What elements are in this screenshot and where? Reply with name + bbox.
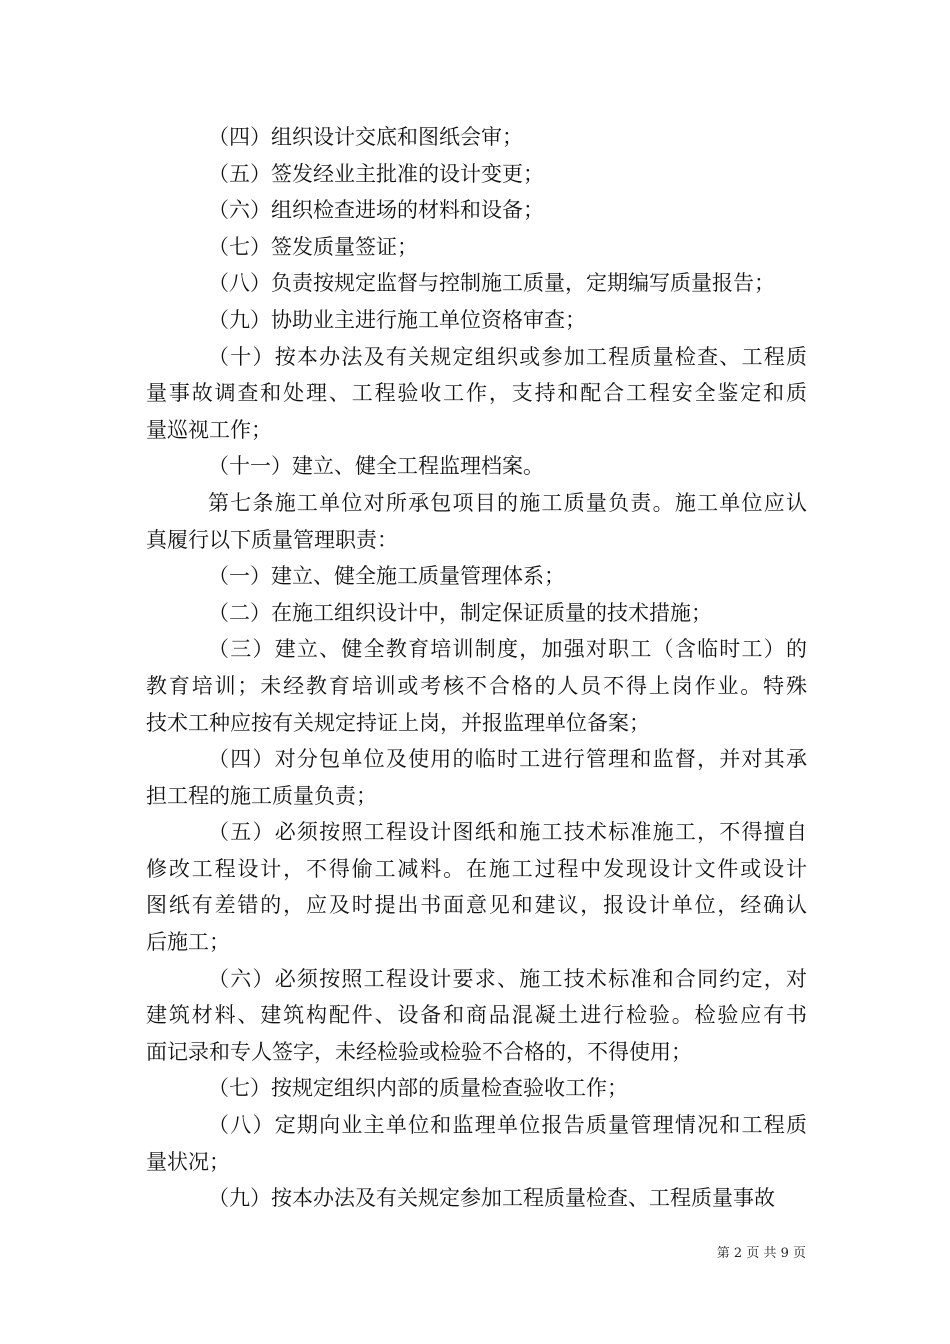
paragraph: [146, 741, 807, 814]
paragraph: [146, 192, 807, 229]
text-line: 量巡视工作；: [146, 417, 272, 442]
paragraph: [146, 961, 807, 1071]
text-line: （四）组织设计交底和图纸会审；: [208, 125, 523, 149]
paragraph: [146, 595, 807, 632]
paragraph: [146, 1107, 807, 1180]
paragraph: [146, 1070, 807, 1107]
paragraph: [146, 339, 807, 449]
paragraph: [146, 229, 807, 266]
text-line: （六）组织检查进场的材料和设备；: [208, 198, 544, 223]
paragraph: [146, 814, 807, 960]
text-line: 技术工种应按有关规定持证上岗，并报监理单位备案；: [146, 710, 650, 735]
text-line: （四）对分包单位及使用的临时工进行管理和监督，并对其承: [208, 747, 807, 772]
page-number: 第 2 页 共 9 页: [716, 1246, 806, 1261]
text-line: （九）按本办法及有关规定参加工程质量检查、工程质量事故: [208, 1186, 775, 1211]
text-line: （六）必须按照工程设计要求、施工技术标准和合同约定，对: [208, 966, 807, 991]
paragraph: [146, 119, 807, 156]
paragraph: [146, 448, 807, 485]
text-line: （八）定期向业主单位和监理单位报告质量管理情况和工程质: [208, 1113, 807, 1138]
text-line: 真履行以下质量管理职责：: [146, 527, 398, 552]
text-line: （七）签发质量签证；: [208, 234, 418, 259]
text-line: 修改工程设计，不得偷工减料。在施工过程中发现设计文件或设计: [146, 856, 807, 881]
text-line: 第七条施工单位对所承包项目的施工质量负责。施工单位应认: [208, 490, 807, 515]
text-line: （五）必须按照工程设计图纸和施工技术标准施工，不得擅自: [208, 820, 807, 845]
text-line: 担工程的施工质量负责；: [146, 783, 377, 808]
text-line: 建筑材料、建筑构配件、设备和商品混凝土进行检验。检验应有书: [146, 1003, 807, 1028]
text-line: 图纸有差错的，应及时提出书面意见和建议，报设计单位，经确认: [146, 893, 807, 918]
text-line: 后施工；: [146, 930, 230, 955]
text-line: （十）按本办法及有关规定组织或参加工程质量检查、工程质: [208, 344, 807, 369]
text-line: （五）签发经业主批准的设计变更；: [208, 161, 544, 186]
text-line: （七）按规定组织内部的质量检查验收工作；: [208, 1076, 628, 1101]
text-line: 教育培训；未经教育培训或考核不合格的人员不得上岗作业。特殊: [146, 673, 807, 698]
paragraph: [146, 558, 807, 595]
text-line: 量状况；: [146, 1149, 230, 1174]
document-body: [146, 119, 807, 1217]
text-line: 量事故调查和处理、工程验收工作，支持和配合工程安全鉴定和质: [146, 381, 807, 406]
paragraph: [146, 302, 807, 339]
paragraph: [146, 156, 807, 193]
paragraph: [146, 631, 807, 741]
text-line: （二）在施工组织设计中，制定保证质量的技术措施；: [208, 600, 712, 625]
text-line: （八）负责按规定监督与控制施工质量，定期编写质量报告；: [208, 271, 775, 296]
text-line: 面记录和专人签字，未经检验或检验不合格的，不得使用；: [146, 1039, 692, 1064]
text-line: （九）协助业主进行施工单位资格审查；: [208, 307, 586, 332]
text-line: （三）建立、健全教育培训制度，加强对职工（含临时工）的: [208, 637, 807, 662]
paragraph: [146, 1180, 807, 1217]
paragraph: [146, 265, 807, 302]
paragraph: [146, 485, 807, 558]
text-line: （十一）建立、健全工程监理档案。: [208, 454, 544, 479]
text-line: （一）建立、健全施工质量管理体系；: [208, 564, 565, 589]
